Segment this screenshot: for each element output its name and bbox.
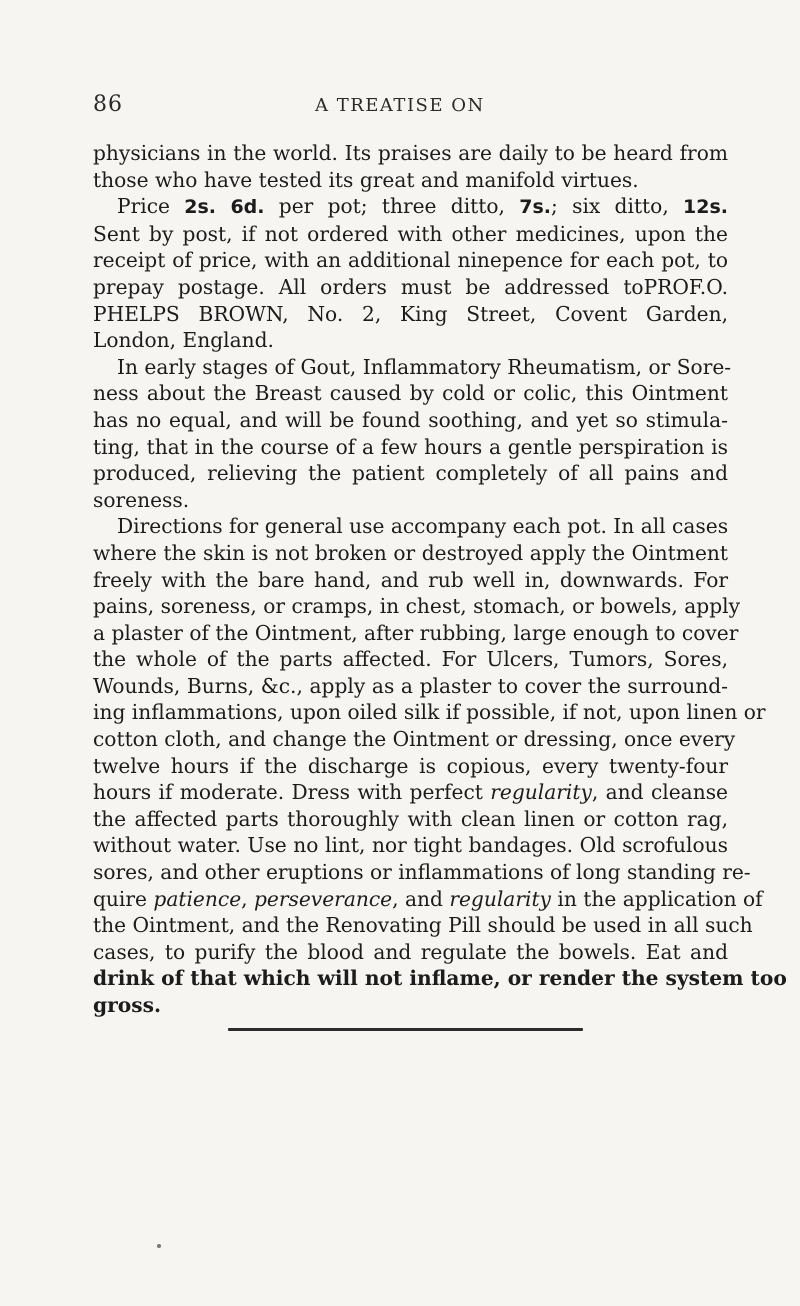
- paper-speck: [157, 1244, 161, 1248]
- text-line: London, England.: [93, 328, 274, 353]
- text-line: cotton cloth, and change the Ointment or dressing, once every: [93, 727, 736, 752]
- text-line: cases, to purify the blood and regulate the bowels. Eat and: [93, 939, 728, 964]
- text-line-emphasis: hours if moderate. Dress with perfect regularity, and cleanse: [93, 780, 729, 805]
- text-line: produced, relieving the patient completely of all pains and: [93, 461, 728, 486]
- text-line: receipt of price, with an additional ninepence for each pot, to: [93, 248, 728, 273]
- text-line: sores, and other eruptions or inflammations of long standing re-: [93, 860, 751, 885]
- text-line-price: Price 2s. 6d. per pot; three ditto, 7s.; six ditto, 12s.: [117, 194, 728, 219]
- text-line: drink of that which will not inflame, or render the system too: [93, 966, 787, 991]
- price-single: 2s. 6d.: [184, 196, 265, 219]
- text-line: pains, soreness, or cramps, in chest, stomach, or bowels, apply: [93, 594, 740, 619]
- text-line: the Ointment, and the Renovating Pill should be used in all such: [93, 913, 753, 938]
- emphasis-patience: patience: [153, 886, 242, 911]
- text-line: ting, that in the course of a few hours a gentle perspiration is: [93, 434, 728, 459]
- text-line: soreness.: [93, 487, 190, 512]
- text-line: prepay postage. All orders must be addressed toPROF.O.: [93, 274, 728, 299]
- body-text: [93, 140, 787, 1019]
- price-six: 12s.: [683, 196, 728, 219]
- page-number: 86: [93, 92, 123, 117]
- text-line: freely with the bare hand, and rub well in, downwards. For: [93, 567, 728, 592]
- text-line: ness about the Breast caused by cold or colic, this Ointment: [93, 381, 728, 406]
- text-line: Directions for general use accompany each pot. In all cases: [117, 514, 729, 539]
- text-line: has no equal, and will be found soothing, and yet so stimula-: [93, 407, 728, 432]
- text-line: twelve hours if the discharge is copious, every twenty-four: [93, 753, 728, 778]
- text-line: without water. Use no lint, nor tight bandages. Old scrofulous: [93, 833, 728, 858]
- text-line: gross.: [93, 993, 161, 1017]
- text-line: where the skin is not broken or destroyed apply the Ointment: [93, 540, 728, 565]
- text-line: Sent by post, if not ordered with other medicines, upon the: [93, 221, 728, 246]
- text-line: Wounds, Burns, &c., apply as a plaster to cover the surround-: [93, 673, 728, 698]
- text-line: In early stages of Gout, Inflammatory Rheumatism, or Sore-: [117, 354, 732, 379]
- text-line: a plaster of the Ointment, after rubbing, large enough to cover: [93, 620, 739, 645]
- section-divider-rule: [228, 1028, 583, 1031]
- text-line: PHELPS BROWN, No. 2, King Street, Covent Garden,: [93, 301, 728, 326]
- text-line: those who have tested its great and manifold virtues.: [93, 167, 639, 192]
- text-line: ing inflammations, upon oiled silk if possible, if not, upon linen or: [93, 700, 766, 725]
- emphasis-regularity: regularity: [449, 886, 551, 911]
- emphasis-perseverance: perseverance: [253, 886, 393, 911]
- text-line: the whole of the parts affected. For Ulcers, Tumors, Sores,: [93, 647, 728, 672]
- emphasis-regularity: regularity: [490, 780, 592, 805]
- text-line-emphasis: quire patience, perseverance, and regularity in the application of: [93, 886, 763, 911]
- text-line: the affected parts thoroughly with clean linen or cotton rag,: [93, 806, 728, 831]
- text-line: physicians in the world. Its praises are daily to be heard from: [93, 141, 728, 165]
- running-title: A TREATISE ON: [315, 95, 485, 116]
- price-three: 7s.: [519, 196, 551, 219]
